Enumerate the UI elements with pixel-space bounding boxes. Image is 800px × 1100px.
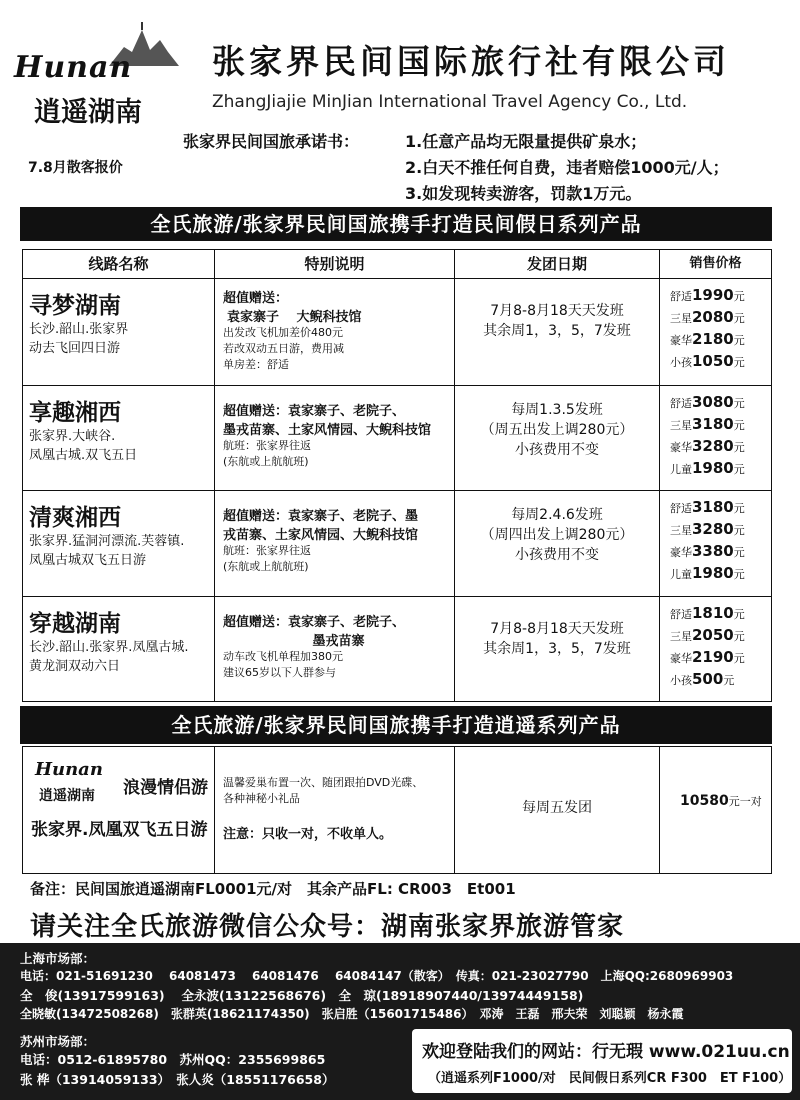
special-route-cell bbox=[23, 747, 215, 873]
shanghai-title: 上海市场部： bbox=[20, 951, 96, 966]
table-row bbox=[23, 747, 771, 873]
company-name-cn: 张家界民间国际旅行社有限公司 bbox=[212, 42, 730, 81]
route-price-table bbox=[22, 249, 772, 702]
gift-title: 超值赠送：袁家寨子、老院子、墨 bbox=[223, 509, 419, 524]
departure-date: 其余周1，3，5，7发班 bbox=[483, 641, 631, 657]
price-item: 舒适3180元 bbox=[670, 498, 745, 516]
price-item: 豪华3280元 bbox=[670, 437, 745, 455]
website-box bbox=[412, 1029, 792, 1093]
route-name: 享趣湘西 bbox=[29, 399, 121, 426]
departure-date: 小孩费用不变 bbox=[515, 547, 599, 563]
route-note: 若改双动五日游，费用减 bbox=[223, 342, 344, 355]
column-header: 线路名称 bbox=[23, 250, 215, 278]
price-item: 三星2050元 bbox=[670, 626, 745, 644]
suzhou-title: 苏州市场部： bbox=[20, 1034, 96, 1049]
gift-title: 超值赠送：袁家寨子、老院子、 bbox=[223, 404, 406, 419]
price-item: 小孩500元 bbox=[670, 670, 735, 688]
special-route-table bbox=[22, 746, 772, 874]
route-name: 清爽湘西 bbox=[29, 504, 121, 531]
price-list bbox=[660, 491, 771, 596]
route-desc: 张家界.大峡谷. bbox=[29, 429, 116, 444]
route-note: 航班：张家界往返 bbox=[223, 544, 311, 557]
departure-date: 每周五发团 bbox=[522, 800, 592, 816]
route-note: 出发改飞机加差价480元 bbox=[223, 326, 343, 339]
route-name: 寻梦湖南 bbox=[29, 292, 121, 319]
route-desc: 黄龙洞双动六日 bbox=[29, 659, 121, 674]
special-title: 浪漫情侣游 bbox=[123, 778, 208, 798]
departure-date: 小孩费用不变 bbox=[515, 442, 599, 458]
column-header: 销售价格 bbox=[689, 256, 742, 271]
contact-line: 全晓敏(13472508268) 张群英(18621174350) 张启胜（15601715486） 邓涛 王磊 邢夫荣 刘聪颖 杨永霞 bbox=[20, 1007, 684, 1021]
promise-item: 3.如发现转卖游客，罚款1万元。 bbox=[405, 184, 642, 203]
summer-price-label: 7.8月散客报价 bbox=[28, 160, 123, 176]
promise-item: 2.白天不推任何自费，违者赔偿1000元/人； bbox=[405, 158, 729, 177]
departure-date: 7月8-8月18天天发班 bbox=[490, 621, 624, 637]
special-route: 张家界.凤凰双飞五日游 bbox=[31, 820, 208, 840]
departure-date: 每周1.3.5发班 bbox=[511, 402, 603, 418]
route-note: 单房差：舒适 bbox=[223, 358, 289, 371]
gift-items: 戎苗寨、土家风情园、大鲵科技馆 bbox=[223, 528, 419, 543]
contact-line: 全 俊(13917599163) 全永波(13122568676) 全 琼(18918907440/13974449158) bbox=[20, 988, 584, 1003]
price-item: 舒适1990元 bbox=[670, 286, 745, 304]
logo-cn-text: 逍遥湖南 bbox=[39, 788, 95, 804]
price-item: 三星2080元 bbox=[670, 308, 745, 326]
route-desc: 动去飞回四日游 bbox=[29, 341, 121, 356]
price-item: 小孩1050元 bbox=[670, 352, 745, 370]
contact-panel bbox=[0, 943, 800, 1100]
table-row bbox=[23, 596, 771, 701]
route-note: (东航或上航航班) bbox=[223, 455, 309, 468]
logo-script-text: Hunan bbox=[14, 50, 133, 85]
departure-date: （周四出发上调280元） bbox=[480, 527, 634, 543]
departure-date: 每周2.4.6发班 bbox=[511, 507, 603, 523]
hunan-logo bbox=[14, 22, 182, 132]
price-list bbox=[660, 597, 771, 701]
route-note: 动车改飞机单程加380元 bbox=[223, 650, 343, 663]
route-desc: 长沙.韶山.张家界 bbox=[29, 322, 129, 337]
departure-date: 其余周1，3，5，7发班 bbox=[483, 323, 631, 339]
gift-items: 袁家寨子 大鲵科技馆 bbox=[227, 310, 362, 325]
series-banner-xiaoyao: 全氏旅游/张家界民间国旅携手打造逍遥系列产品 bbox=[20, 706, 772, 744]
price-item: 儿童1980元 bbox=[670, 459, 745, 477]
route-name: 穿越湖南 bbox=[29, 610, 121, 637]
route-note: 建议65岁以下人群参与 bbox=[223, 666, 336, 679]
price-item: 儿童1980元 bbox=[670, 564, 745, 582]
logo-cn-text: 逍遥湖南 bbox=[34, 97, 142, 128]
price-list bbox=[660, 386, 771, 490]
route-note: (东航或上航航班) bbox=[223, 560, 309, 573]
price-item: 三星3180元 bbox=[670, 415, 745, 433]
contact-line: 张 桦（13914059133） 张人炎（18551176658） bbox=[20, 1072, 335, 1087]
gift-items: 墨戎苗寨、土家风情园、大鲵科技馆 bbox=[223, 423, 432, 438]
departure-date: 7月8-8月18天天发班 bbox=[490, 303, 624, 319]
price-list bbox=[660, 279, 771, 385]
contact-line: 电话：0512-61895780 苏州QQ：2355699865 bbox=[20, 1052, 326, 1067]
logo-script-text: Hunan bbox=[35, 759, 103, 780]
website-link[interactable]: 欢迎登陆我们的网站：行无瑕 www.021uu.cn bbox=[422, 1042, 790, 1062]
price-item: 三星3280元 bbox=[670, 520, 745, 538]
gift-title: 超值赠送： bbox=[223, 291, 289, 306]
wechat-notice: 请关注全氏旅游微信公众号：湖南张家界旅游管家 bbox=[30, 912, 625, 942]
price-item: 豪华2180元 bbox=[670, 330, 745, 348]
price-item: 舒适3080元 bbox=[670, 393, 745, 411]
price-item: 10580元一对 bbox=[680, 793, 762, 809]
promise-item: 1.任意产品均无限量提供矿泉水； bbox=[405, 132, 647, 151]
route-desc: 张家界.猛洞河漂流.芙蓉镇. bbox=[29, 534, 185, 549]
route-note: 温馨爱巢布置一次、随团跟拍DVD光碟、 bbox=[223, 776, 424, 789]
series-banner-holiday: 全氏旅游/张家界民间国旅携手打造民间假日系列产品 bbox=[20, 207, 772, 241]
price-item: 豪华3380元 bbox=[670, 542, 745, 560]
column-header: 特别说明 bbox=[215, 250, 455, 278]
promise-title: 张家界民间国旅承诺书： bbox=[183, 132, 360, 151]
route-desc: 凤凰古城.双飞五日 bbox=[29, 448, 138, 463]
table-row bbox=[23, 278, 771, 385]
route-desc: 长沙.韶山.张家界.凤凰古城. bbox=[29, 640, 189, 655]
route-desc: 凤凰古城双飞五日游 bbox=[29, 553, 147, 568]
contact-line: 电话：021-51691230 64081473 64081476 64084147（散客） 传真：021-23027790 上海QQ:2680969903 bbox=[20, 969, 734, 983]
table-row bbox=[23, 490, 771, 596]
table-row bbox=[23, 385, 771, 490]
route-note: 航班：张家界往返 bbox=[223, 439, 311, 452]
attention-note: 注意：只收一对，不收单人。 bbox=[223, 827, 393, 842]
remark-text: 备注：民间国旅逍遥湖南FL0001元/对 其余产品FL: CR003 Et001 bbox=[30, 880, 516, 898]
departure-date: （周五出发上调280元） bbox=[480, 422, 634, 438]
gift-items: 墨戎苗寨 bbox=[312, 634, 365, 649]
price-item: 豪华2190元 bbox=[670, 648, 745, 666]
column-header: 发团日期 bbox=[455, 250, 660, 278]
price-item: 舒适1810元 bbox=[670, 604, 745, 622]
route-note: 各种神秘小礼品 bbox=[223, 792, 300, 805]
company-name-en: ZhangJiajie MinJian International Travel Agency Co., Ltd. bbox=[212, 92, 688, 112]
fl-note: （逍遥系列F1000/对 民间假日系列CR F300 ET F100） bbox=[428, 1071, 792, 1086]
gift-title: 超值赠送：袁家寨子、老院子、 bbox=[223, 615, 406, 630]
